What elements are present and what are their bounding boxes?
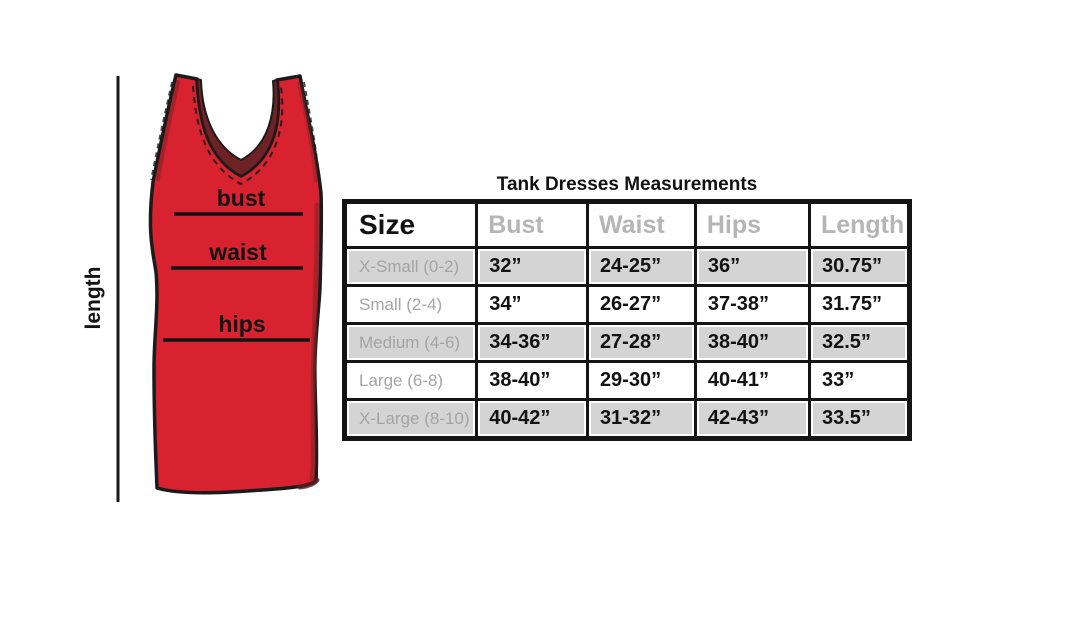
table-row (345, 324, 910, 362)
waist-value: 29-30” (587, 362, 695, 400)
dress-body (150, 75, 321, 493)
table-row (345, 400, 910, 439)
table-row (345, 248, 910, 286)
waist-label: waist (209, 239, 267, 265)
hips-label: hips (218, 311, 266, 337)
table-title: Tank Dresses Measurements (496, 174, 758, 195)
bust-value: 40-42” (477, 400, 588, 439)
table-row (345, 362, 910, 400)
size-label: Small (2-4) (345, 286, 477, 324)
waist-value: 26-27” (587, 286, 695, 324)
header-row (345, 202, 910, 248)
waist-value: 31-32” (587, 400, 695, 439)
size-label: X-Small (0-2) (345, 248, 477, 286)
length-value: 33.5” (809, 400, 909, 439)
size-label: X-Large (8-10) (345, 400, 477, 439)
bust-label: bust (216, 185, 266, 211)
length-value: 32.5” (809, 324, 909, 362)
bust-value: 32” (477, 248, 588, 286)
waist-value: 27-28” (587, 324, 695, 362)
header-length: Length (809, 202, 909, 248)
size-label: Large (6-8) (345, 362, 477, 400)
length-label: length (82, 266, 105, 330)
hips-value: 37-38” (695, 286, 809, 324)
hips-value: 36” (695, 248, 809, 286)
header-bust: Bust (477, 202, 588, 248)
header-size: Size (345, 202, 477, 248)
header-waist: Waist (587, 202, 695, 248)
dress-illustration (0, 0, 360, 635)
bust-value: 34-36” (477, 324, 588, 362)
hips-value: 42-43” (695, 400, 809, 439)
header-hips: Hips (695, 202, 809, 248)
length-value: 30.75” (809, 248, 909, 286)
hips-value: 40-41” (695, 362, 809, 400)
hips-value: 38-40” (695, 324, 809, 362)
table-row (345, 286, 910, 324)
length-value: 31.75” (809, 286, 909, 324)
measurements-table (342, 199, 912, 441)
waist-value: 24-25” (587, 248, 695, 286)
bust-value: 34” (477, 286, 588, 324)
length-value: 33” (809, 362, 909, 400)
bust-value: 38-40” (477, 362, 588, 400)
size-label: Medium (4-6) (345, 324, 477, 362)
